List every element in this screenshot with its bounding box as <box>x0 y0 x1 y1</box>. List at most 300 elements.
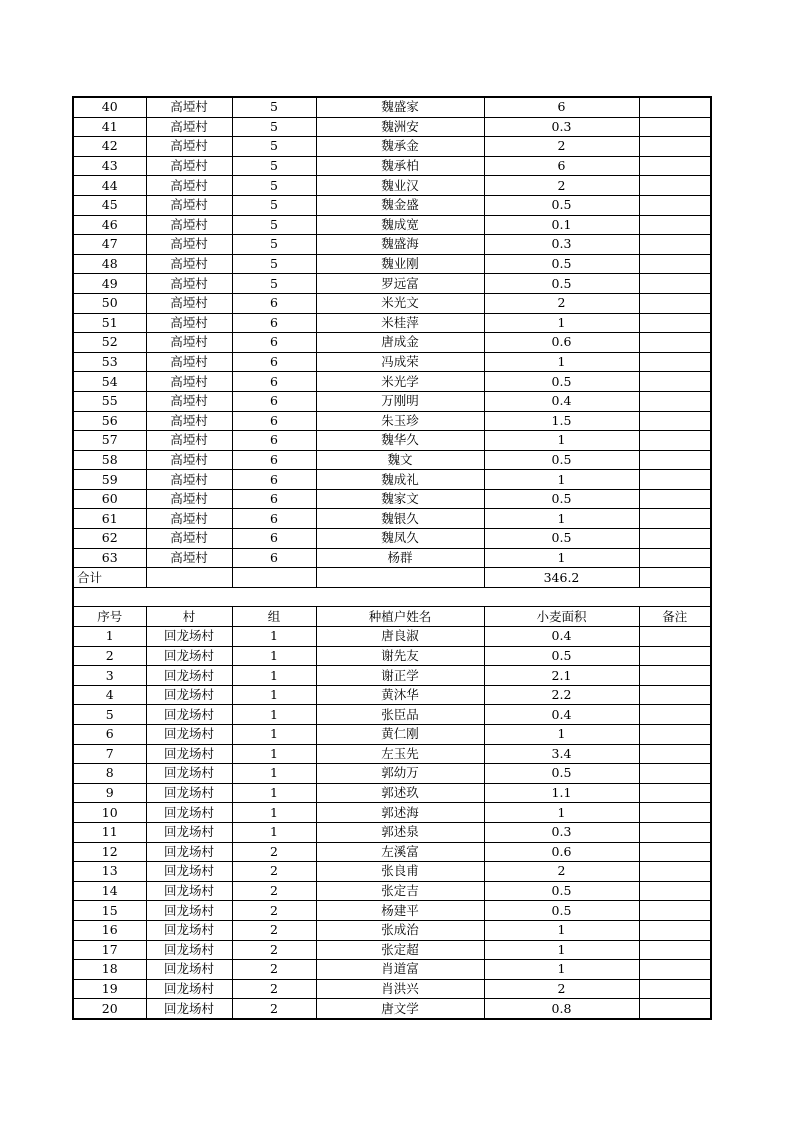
wheat-planting-table <box>72 96 712 1020</box>
name-cell: 左溪富 <box>316 842 484 862</box>
seq-cell: 12 <box>73 842 146 862</box>
group-cell: 6 <box>232 450 316 470</box>
area-cell: 0.5 <box>484 764 639 784</box>
area-cell: 2.1 <box>484 666 639 686</box>
table-row <box>73 725 711 745</box>
group-cell: 5 <box>232 156 316 176</box>
village-cell: 高埡村 <box>146 548 232 568</box>
group-cell: 5 <box>232 117 316 137</box>
group-cell: 1 <box>232 822 316 842</box>
remark-cell <box>639 293 711 313</box>
village-cell: 高埡村 <box>146 137 232 157</box>
table-row <box>73 470 711 490</box>
table-row <box>73 627 711 647</box>
area-cell: 0.3 <box>484 117 639 137</box>
table-row <box>73 195 711 215</box>
name-cell: 罗远富 <box>316 274 484 294</box>
remark-cell <box>639 254 711 274</box>
table-row <box>73 489 711 509</box>
area-cell: 0.6 <box>484 333 639 353</box>
seq-cell: 3 <box>73 666 146 686</box>
remark-cell <box>639 705 711 725</box>
village-cell: 高埡村 <box>146 176 232 196</box>
seq-cell: 1 <box>73 627 146 647</box>
name-cell: 魏金盛 <box>316 195 484 215</box>
remark-cell <box>639 274 711 294</box>
group-cell: 2 <box>232 881 316 901</box>
group-cell: 5 <box>232 97 316 117</box>
table-row <box>73 372 711 392</box>
table-row <box>73 293 711 313</box>
area-cell: 346.2 <box>484 568 639 588</box>
group-cell: 5 <box>232 274 316 294</box>
table-row <box>73 411 711 431</box>
area-cell: 1 <box>484 960 639 980</box>
seq-cell: 6 <box>73 725 146 745</box>
seq-cell: 13 <box>73 862 146 882</box>
group-cell: 组 <box>232 607 316 627</box>
name-cell: 郭述海 <box>316 803 484 823</box>
group-cell: 6 <box>232 489 316 509</box>
remark-cell <box>639 137 711 157</box>
village-cell: 回龙场村 <box>146 999 232 1019</box>
village-cell: 高埡村 <box>146 156 232 176</box>
area-cell: 1 <box>484 725 639 745</box>
table-row <box>73 156 711 176</box>
seq-cell: 40 <box>73 97 146 117</box>
village-cell: 回龙场村 <box>146 627 232 647</box>
remark-cell <box>639 431 711 451</box>
remark-cell <box>639 411 711 431</box>
remark-cell: 备注 <box>639 607 711 627</box>
table-row <box>73 352 711 372</box>
name-cell: 郭述泉 <box>316 822 484 842</box>
name-cell: 魏成宽 <box>316 215 484 235</box>
remark-cell <box>639 822 711 842</box>
group-cell: 6 <box>232 509 316 529</box>
name-cell: 张臣品 <box>316 705 484 725</box>
name-cell: 魏洲安 <box>316 117 484 137</box>
table-row <box>73 274 711 294</box>
table-row <box>73 803 711 823</box>
group-cell: 2 <box>232 842 316 862</box>
area-cell: 2 <box>484 293 639 313</box>
name-cell: 魏成礼 <box>316 470 484 490</box>
area-cell: 0.5 <box>484 450 639 470</box>
group-cell: 5 <box>232 235 316 255</box>
village-cell: 回龙场村 <box>146 901 232 921</box>
table-row <box>73 450 711 470</box>
seq-cell: 11 <box>73 822 146 842</box>
village-cell: 回龙场村 <box>146 666 232 686</box>
area-cell: 0.5 <box>484 274 639 294</box>
remark-cell <box>639 940 711 960</box>
name-cell: 冯成荣 <box>316 352 484 372</box>
name-cell: 魏文 <box>316 450 484 470</box>
remark-cell <box>639 313 711 333</box>
table-row <box>73 783 711 803</box>
seq-cell: 58 <box>73 450 146 470</box>
remark-cell <box>639 548 711 568</box>
group-cell: 1 <box>232 803 316 823</box>
name-cell: 魏承柏 <box>316 156 484 176</box>
table-row <box>73 431 711 451</box>
table-row <box>73 235 711 255</box>
area-cell: 0.5 <box>484 372 639 392</box>
header-row <box>73 607 711 627</box>
village-cell: 高埡村 <box>146 293 232 313</box>
village-cell: 高埡村 <box>146 470 232 490</box>
group-cell: 5 <box>232 176 316 196</box>
village-cell: 高埡村 <box>146 254 232 274</box>
name-cell <box>316 568 484 588</box>
remark-cell <box>639 489 711 509</box>
seq-cell: 57 <box>73 431 146 451</box>
area-cell: 0.4 <box>484 627 639 647</box>
group-cell: 5 <box>232 137 316 157</box>
area-cell: 1 <box>484 920 639 940</box>
remark-cell <box>639 509 711 529</box>
village-cell: 回龙场村 <box>146 960 232 980</box>
group-cell: 1 <box>232 666 316 686</box>
village-cell: 村 <box>146 607 232 627</box>
seq-cell: 41 <box>73 117 146 137</box>
remark-cell <box>639 235 711 255</box>
name-cell: 魏业汉 <box>316 176 484 196</box>
village-cell: 回龙场村 <box>146 705 232 725</box>
remark-cell <box>639 97 711 117</box>
area-cell: 0.1 <box>484 215 639 235</box>
village-cell: 回龙场村 <box>146 920 232 940</box>
table-row <box>73 117 711 137</box>
area-cell: 0.3 <box>484 235 639 255</box>
area-cell: 0.4 <box>484 391 639 411</box>
table-row <box>73 137 711 157</box>
area-cell: 1 <box>484 313 639 333</box>
seq-cell: 56 <box>73 411 146 431</box>
area-cell: 1 <box>484 803 639 823</box>
seq-cell: 17 <box>73 940 146 960</box>
group-cell: 1 <box>232 685 316 705</box>
group-cell: 1 <box>232 705 316 725</box>
group-cell: 2 <box>232 979 316 999</box>
seq-cell: 15 <box>73 901 146 921</box>
table-row <box>73 999 711 1019</box>
remark-cell <box>639 333 711 353</box>
remark-cell <box>639 529 711 549</box>
remark-cell <box>639 783 711 803</box>
village-cell: 回龙场村 <box>146 940 232 960</box>
name-cell: 郭幼万 <box>316 764 484 784</box>
seq-cell: 62 <box>73 529 146 549</box>
table-row <box>73 822 711 842</box>
table-row <box>73 862 711 882</box>
remark-cell <box>639 568 711 588</box>
village-cell: 回龙场村 <box>146 979 232 999</box>
remark-cell <box>639 215 711 235</box>
village-cell: 高埡村 <box>146 352 232 372</box>
table-row <box>73 685 711 705</box>
spacer-cell <box>73 587 711 607</box>
name-cell: 魏银久 <box>316 509 484 529</box>
name-cell: 万刚明 <box>316 391 484 411</box>
group-cell: 6 <box>232 352 316 372</box>
name-cell: 魏家文 <box>316 489 484 509</box>
seq-cell: 4 <box>73 685 146 705</box>
remark-cell <box>639 117 711 137</box>
table-row <box>73 391 711 411</box>
remark-cell <box>639 685 711 705</box>
seq-cell: 49 <box>73 274 146 294</box>
seq-cell: 16 <box>73 920 146 940</box>
area-cell: 0.5 <box>484 489 639 509</box>
name-cell: 黄仁刚 <box>316 725 484 745</box>
area-cell: 0.5 <box>484 646 639 666</box>
seq-cell: 20 <box>73 999 146 1019</box>
name-cell: 杨群 <box>316 548 484 568</box>
remark-cell <box>639 920 711 940</box>
village-cell: 高埡村 <box>146 333 232 353</box>
village-cell <box>146 568 232 588</box>
seq-cell: 47 <box>73 235 146 255</box>
village-cell: 高埡村 <box>146 529 232 549</box>
remark-cell <box>639 391 711 411</box>
village-cell: 高埡村 <box>146 195 232 215</box>
remark-cell <box>639 901 711 921</box>
group-cell: 2 <box>232 862 316 882</box>
group-cell: 6 <box>232 470 316 490</box>
area-cell: 小麦面积 <box>484 607 639 627</box>
remark-cell <box>639 352 711 372</box>
name-cell: 魏凤久 <box>316 529 484 549</box>
group-cell: 6 <box>232 372 316 392</box>
table-row <box>73 254 711 274</box>
remark-cell <box>639 627 711 647</box>
group-cell: 1 <box>232 783 316 803</box>
group-cell: 1 <box>232 646 316 666</box>
table-row <box>73 509 711 529</box>
name-cell: 魏华久 <box>316 431 484 451</box>
area-cell: 1 <box>484 352 639 372</box>
name-cell: 魏业刚 <box>316 254 484 274</box>
remark-cell <box>639 666 711 686</box>
name-cell: 米光学 <box>316 372 484 392</box>
table-row <box>73 881 711 901</box>
remark-cell <box>639 156 711 176</box>
area-cell: 0.4 <box>484 705 639 725</box>
table-row <box>73 979 711 999</box>
table-row <box>73 940 711 960</box>
seq-cell: 63 <box>73 548 146 568</box>
group-cell: 6 <box>232 431 316 451</box>
remark-cell <box>639 646 711 666</box>
group-cell: 1 <box>232 744 316 764</box>
seq-cell: 52 <box>73 333 146 353</box>
group-cell: 5 <box>232 195 316 215</box>
name-cell: 郭述玖 <box>316 783 484 803</box>
seq-cell: 60 <box>73 489 146 509</box>
remark-cell <box>639 881 711 901</box>
area-cell: 2 <box>484 862 639 882</box>
remark-cell <box>639 960 711 980</box>
seq-cell: 44 <box>73 176 146 196</box>
remark-cell <box>639 450 711 470</box>
seq-cell: 54 <box>73 372 146 392</box>
seq-cell: 42 <box>73 137 146 157</box>
group-cell: 5 <box>232 215 316 235</box>
village-cell: 回龙场村 <box>146 764 232 784</box>
group-cell: 2 <box>232 940 316 960</box>
seq-cell: 55 <box>73 391 146 411</box>
table-row <box>73 901 711 921</box>
seq-cell: 7 <box>73 744 146 764</box>
village-cell: 高埡村 <box>146 117 232 137</box>
table-row <box>73 960 711 980</box>
seq-cell: 5 <box>73 705 146 725</box>
group-cell: 2 <box>232 901 316 921</box>
village-cell: 高埡村 <box>146 489 232 509</box>
seq-cell: 18 <box>73 960 146 980</box>
table-row <box>73 764 711 784</box>
table-row <box>73 920 711 940</box>
table-row <box>73 529 711 549</box>
group-cell: 6 <box>232 391 316 411</box>
table-row <box>73 705 711 725</box>
table-row <box>73 646 711 666</box>
village-cell: 高埡村 <box>146 509 232 529</box>
name-cell: 魏盛海 <box>316 235 484 255</box>
village-cell: 回龙场村 <box>146 685 232 705</box>
total-row <box>73 568 711 588</box>
village-cell: 回龙场村 <box>146 803 232 823</box>
village-cell: 高埡村 <box>146 215 232 235</box>
name-cell: 黄沐华 <box>316 685 484 705</box>
village-cell: 高埡村 <box>146 391 232 411</box>
group-cell: 1 <box>232 627 316 647</box>
village-cell: 高埡村 <box>146 411 232 431</box>
group-cell: 2 <box>232 920 316 940</box>
seq-cell: 48 <box>73 254 146 274</box>
remark-cell <box>639 195 711 215</box>
seq-cell: 8 <box>73 764 146 784</box>
table-row <box>73 842 711 862</box>
seq-cell: 51 <box>73 313 146 333</box>
remark-cell <box>639 999 711 1019</box>
area-cell: 0.5 <box>484 195 639 215</box>
name-cell: 唐成金 <box>316 333 484 353</box>
village-cell: 回龙场村 <box>146 783 232 803</box>
village-cell: 回龙场村 <box>146 822 232 842</box>
area-cell: 0.6 <box>484 842 639 862</box>
name-cell: 肖道富 <box>316 960 484 980</box>
village-cell: 高埡村 <box>146 431 232 451</box>
area-cell: 1 <box>484 470 639 490</box>
village-cell: 回龙场村 <box>146 881 232 901</box>
area-cell: 2 <box>484 137 639 157</box>
group-cell: 1 <box>232 764 316 784</box>
area-cell: 2.2 <box>484 685 639 705</box>
area-cell: 1.5 <box>484 411 639 431</box>
name-cell: 肖洪兴 <box>316 979 484 999</box>
remark-cell <box>639 979 711 999</box>
group-cell: 6 <box>232 293 316 313</box>
name-cell: 朱玉珍 <box>316 411 484 431</box>
name-cell: 唐良淑 <box>316 627 484 647</box>
remark-cell <box>639 744 711 764</box>
seq-cell: 45 <box>73 195 146 215</box>
area-cell: 1 <box>484 940 639 960</box>
area-cell: 2 <box>484 176 639 196</box>
seq-cell: 59 <box>73 470 146 490</box>
seq-cell: 序号 <box>73 607 146 627</box>
group-cell: 1 <box>232 725 316 745</box>
name-cell: 谢先友 <box>316 646 484 666</box>
name-cell: 唐文学 <box>316 999 484 1019</box>
village-cell: 回龙场村 <box>146 744 232 764</box>
village-cell: 高埡村 <box>146 235 232 255</box>
area-cell: 1 <box>484 548 639 568</box>
area-cell: 1 <box>484 431 639 451</box>
seq-cell: 19 <box>73 979 146 999</box>
area-cell: 6 <box>484 97 639 117</box>
group-cell: 6 <box>232 333 316 353</box>
name-cell: 张良甫 <box>316 862 484 882</box>
remark-cell <box>639 176 711 196</box>
name-cell: 魏盛家 <box>316 97 484 117</box>
seq-cell: 50 <box>73 293 146 313</box>
area-cell: 0.3 <box>484 822 639 842</box>
seq-cell: 61 <box>73 509 146 529</box>
name-cell: 张定吉 <box>316 881 484 901</box>
table-row <box>73 97 711 117</box>
village-cell: 高埡村 <box>146 274 232 294</box>
seq-cell: 合计 <box>73 568 146 588</box>
name-cell: 米桂萍 <box>316 313 484 333</box>
name-cell: 谢正学 <box>316 666 484 686</box>
name-cell: 种植户姓名 <box>316 607 484 627</box>
village-cell: 高埡村 <box>146 313 232 333</box>
village-cell: 回龙场村 <box>146 725 232 745</box>
area-cell: 0.5 <box>484 901 639 921</box>
group-cell: 6 <box>232 411 316 431</box>
group-cell <box>232 568 316 588</box>
remark-cell <box>639 862 711 882</box>
table-row <box>73 215 711 235</box>
village-cell: 高埡村 <box>146 450 232 470</box>
table-row <box>73 666 711 686</box>
village-cell: 回龙场村 <box>146 646 232 666</box>
area-cell: 1 <box>484 509 639 529</box>
seq-cell: 2 <box>73 646 146 666</box>
group-cell: 5 <box>232 254 316 274</box>
name-cell: 魏承金 <box>316 137 484 157</box>
group-cell: 2 <box>232 960 316 980</box>
group-cell: 6 <box>232 313 316 333</box>
seq-cell: 53 <box>73 352 146 372</box>
area-cell: 6 <box>484 156 639 176</box>
village-cell: 高埡村 <box>146 97 232 117</box>
group-cell: 6 <box>232 548 316 568</box>
area-cell: 0.5 <box>484 254 639 274</box>
seq-cell: 14 <box>73 881 146 901</box>
table-row <box>73 333 711 353</box>
village-cell: 回龙场村 <box>146 842 232 862</box>
table-row <box>73 548 711 568</box>
seq-cell: 9 <box>73 783 146 803</box>
area-cell: 3.4 <box>484 744 639 764</box>
name-cell: 杨建平 <box>316 901 484 921</box>
area-cell: 1.1 <box>484 783 639 803</box>
